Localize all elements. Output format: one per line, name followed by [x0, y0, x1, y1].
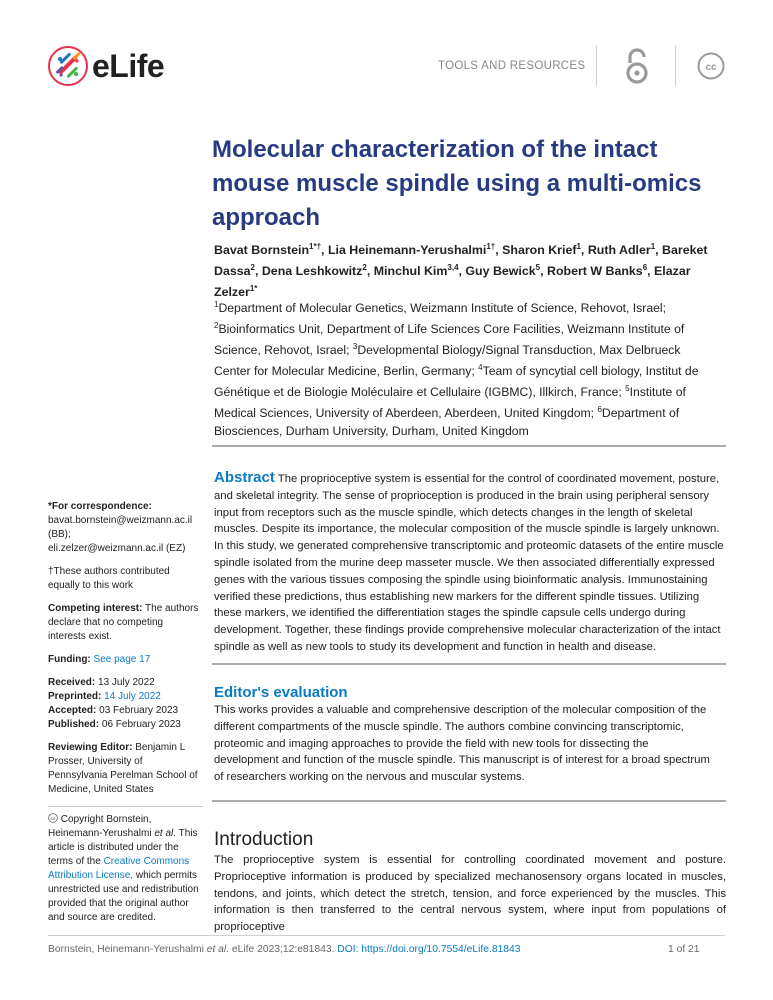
preprinted-label: Preprinted: [48, 691, 102, 702]
reviewing-editor [48, 741, 203, 797]
footer-citation-authors: Bornstein, Heinemann-Yerushalmi [48, 944, 207, 955]
elife-logo-icon [48, 46, 88, 86]
author-name: Sharon Krief [502, 243, 577, 258]
author-name: Guy Bewick [465, 264, 536, 279]
elife-logo-text: eLife [92, 47, 165, 84]
section-divider [212, 800, 726, 802]
published-label: Published: [48, 719, 100, 730]
affiliation-text: Institute of Medical Sciences, University of Aberdeen, Aberdeen, United Kingdom; [214, 385, 686, 421]
creative-commons-license-link[interactable]: Creative Commons Attribution License, [48, 856, 190, 881]
funding-link[interactable]: See page 17 [93, 654, 151, 665]
article-type-label: TOOLS AND RESOURCES [438, 60, 586, 72]
author-affiliation-marker: 2 [250, 263, 255, 273]
author-affiliation-marker: 1* [249, 284, 258, 294]
author-affiliation-marker: 6 [642, 263, 648, 273]
author-affiliation-marker: 1† [486, 242, 496, 251]
affiliation-text: Bioinformatics Unit, Department of Life Sciences Core Facilities, Weizmann Institute of Science, Rehovot, Israel; [214, 322, 685, 358]
correspondence-block [48, 500, 203, 556]
affiliation-marker: 3 [352, 342, 358, 352]
author-name: Lia Heinemann-Yerushalmi [327, 243, 487, 258]
competing-interest-text: The authors declare that no competing interests exist. [48, 603, 199, 642]
equal-contribution-note: †These authors contributed equally to this work [48, 566, 170, 591]
svg-text:cc: cc [705, 62, 717, 73]
footer-divider [48, 935, 725, 936]
header-divider [596, 46, 597, 86]
article-sidebar [48, 500, 203, 934]
doi-link[interactable]: DOI: https://doi.org/10.7554/eLife.81843 [337, 944, 521, 955]
correspondence-email-2[interactable]: eli.zelzer@weizmann.ac.il (EZ) [48, 543, 186, 554]
author-affiliation-marker: 1*† [309, 242, 322, 251]
author-name: Dena Leshkowitz [261, 264, 363, 279]
abstract-heading: Abstract [214, 469, 275, 486]
footer-citation-etal: et al. [206, 944, 230, 955]
affiliation-text: Department of Molecular Genetics, Weizmann Institute of Science, Rehovot, Israel; [218, 301, 666, 316]
section-divider [212, 445, 726, 447]
affiliation-marker: 2 [214, 321, 219, 331]
received-date: 13 July 2022 [95, 677, 155, 688]
affiliation-marker: 1 [214, 300, 219, 309]
reviewing-editor-label: Reviewing Editor: [48, 742, 133, 753]
footer-citation [48, 944, 520, 955]
creative-commons-icon [697, 52, 725, 80]
header-divider [675, 46, 676, 86]
author-name: Bareket Dassa [214, 243, 708, 279]
author-affiliation-marker: 1 [650, 242, 656, 251]
copyright-text-a: Copyright Bornstein, Heinemann-Yerushalmi [48, 814, 155, 839]
introduction-heading: Introduction [214, 829, 314, 850]
footer-citation-journal: eLife 2023;12:e81843. [229, 944, 338, 955]
author-affiliation-marker: 5 [535, 263, 541, 273]
page-number: 1 of 21 [668, 944, 700, 955]
section-divider [212, 663, 726, 665]
accepted-date: 03 February 2023 [96, 705, 179, 716]
author-name: Minchul Kim [373, 264, 448, 279]
affiliation-text: Team of syncytial cell biology, Institut de Génétique et de Biologie Moléculaire et Cellulaire (IGBMC), Illkirch, France; [214, 364, 699, 400]
elife-logo[interactable] [48, 44, 178, 88]
published-date: 06 February 2023 [99, 719, 181, 730]
abstract-section [214, 470, 724, 656]
correspondence-label: *For correspondence: [48, 501, 152, 512]
correspondence-email-1[interactable]: bavat.bornstein@weizmann.ac.il (BB); [48, 515, 193, 540]
introduction-text: The proprioceptive system is essential for controlling coordinated movement and posture. Proprioceptive information is produced by specialized mechanosensory organs located in muscles, tendons, and joints, which detect the stretch, tension, and force experienced by the muscles. This information is then transferred to the central nervous system, where input from populations of proprioceptive [214, 854, 726, 934]
received-label: Received: [48, 677, 96, 688]
copyright-etal: et al. [154, 828, 177, 839]
abstract-text: The proprioceptive system is essential for the control of coordinated movement, posture, and skeletal integrity. The sense of proprioception is produced in the brain using peripheral sensory input from receptors such as the muscle spindle, which detects changes in the length of skeletal muscles. Despite its importance, the molecular composition of the muscle spindle is largely unknown. In this study, we generated comprehensive transcriptomic and proteomic datasets of the entire muscle spindle isolated from the murine deep masseter muscle. We then associated differentially expressed genes with the various tissues composing the spindle using bioinformatic analysis. Immunostaining verified these predictions, thus establishing new markers for the different spindle tissues. Utilizing these markers, we identified the differentiation stages the spindle capsule cells undergo during development. Together, these findings provide comprehensive molecular characterization of the intact spindle as well as new tools to study its development and function in health and disease. [214, 473, 724, 653]
affiliation-text: Developmental Biology/Signal Transduction, Max Delbrueck Center for Molecular Medicine, Berlin, Germany; [214, 343, 681, 379]
author-affiliation-marker: 3,4 [447, 263, 459, 273]
affiliation-list [214, 296, 714, 440]
affiliation-marker: 6 [597, 405, 602, 415]
copyright-cc-icon [48, 813, 58, 823]
reviewing-editor-text: Benjamin L Prosser, University of Pennsylvania Perelman School of Medicine, United States [48, 742, 198, 795]
copyright-text-c: which permits unrestricted use and redistribution provided that the original author and source are credited. [48, 870, 199, 923]
author-list: Bavat Bornstein$^{1*\dagger}$, Lia Heinemann-Yerushalmi$^{1\dagger}$, Sharon Krief$^1$, Ruth Adler$^1$, Bareket Dassa$^2$, Dena Leshkowitz$^2$, Minchul Kim$^{3,4}$, Guy Bewick$^5$, Robert W Banks$^6$, Elazar Zelzer$^{1*}$ [214, 242, 708, 300]
affiliation-text: Department of Biosciences, Durham University, Durham, United Kingdom [214, 406, 680, 439]
author-name: Robert W Banks [547, 264, 643, 279]
affiliation-marker: 4 [478, 363, 483, 373]
editors-evaluation-heading: Editor's evaluation [214, 684, 348, 701]
open-access-lock-icon [622, 48, 652, 84]
competing-interest [48, 602, 203, 644]
affiliation-marker: 5 [625, 384, 630, 394]
sidebar-divider [48, 806, 203, 807]
author-name: Ruth Adler [587, 243, 651, 258]
author-affiliation-marker: 1 [576, 242, 581, 251]
copyright-notice [48, 813, 203, 925]
funding-label: Funding: [48, 654, 91, 665]
editors-evaluation-text: This works provides a valuable and comprehensive description of the molecular composition of the different compartments of the muscle spindle. The authors combine convincing transcriptomic, proteomic and imaging approaches to provide the field with new tools for dissecting the development and function of the muscle spindle. This manuscript is of interest for a broad spectrum of researchers working on the nervous and muscular systems. [214, 704, 710, 784]
preprinted-link[interactable]: 14 July 2022 [104, 691, 161, 702]
competing-interest-label: Competing interest: [48, 603, 143, 614]
copyright-text-b: This article is distributed under the terms of the [48, 828, 198, 867]
svg-text:cc: cc [50, 815, 56, 821]
accepted-label: Accepted: [48, 705, 97, 716]
author-affiliation-marker: 2 [362, 263, 367, 273]
funding [48, 653, 203, 667]
author-name: Bavat Bornstein [214, 243, 310, 258]
article-title: Molecular characterization of the intact mouse muscle spindle using a multi-omics approach [212, 136, 702, 231]
dates-block [48, 676, 203, 732]
author-name: Elazar Zelzer [214, 264, 691, 300]
